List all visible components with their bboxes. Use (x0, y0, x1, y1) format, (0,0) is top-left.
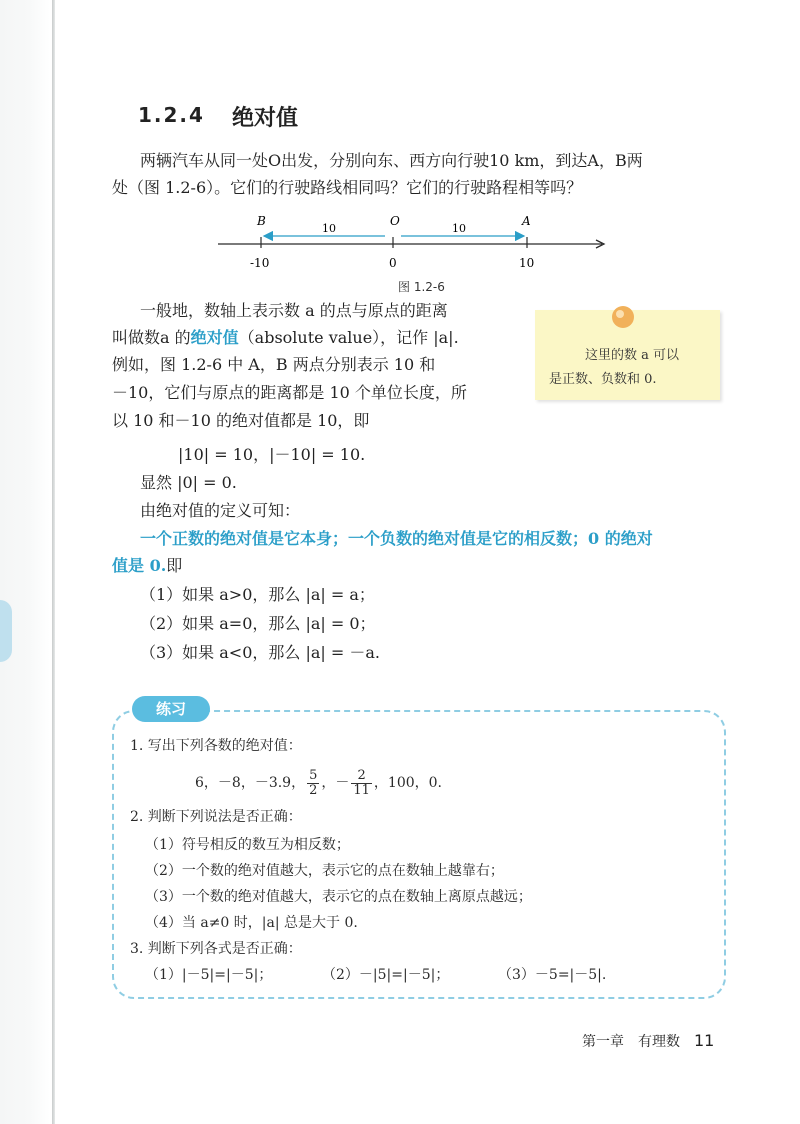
exercise-q2: 2. 判断下列说法是否正确： (130, 809, 302, 825)
exercise-q3-item-3: （3）－5=|－5|. (498, 967, 607, 983)
exercise-q3: 3. 判断下列各式是否正确： (130, 941, 302, 957)
rule-line-2-text: 值是 0. (112, 556, 167, 575)
spine-edge (52, 0, 55, 1124)
definition-line-3: 例如，图 1.2-6 中 A，B 两点分别表示 10 和 (112, 355, 436, 374)
page-number: 11 (694, 1031, 715, 1050)
definition-line-2-post: （absolute value），记作 |a|. (238, 328, 459, 347)
page-footer (582, 1031, 714, 1051)
note-line-2: 是正数、负数和 0. (549, 372, 657, 387)
q1-numbers-last: ，100，0. (373, 775, 443, 791)
definition-line-2-pre: 叫做数a 的 (112, 328, 191, 347)
exercise-q2-item-4: （4）当 a≠0 时，|a| 总是大于 0. (145, 915, 358, 931)
section-title: 绝对值 (232, 106, 299, 131)
exercise-q3-item-2: （2）－|5|=|－5|； (322, 967, 450, 983)
label-b: B (257, 214, 266, 228)
exercise-q2-item-1: （1）符号相反的数互为相反数； (145, 837, 350, 853)
equation-abs-0: 显然 |0| = 0. (140, 473, 237, 492)
margin-note (535, 310, 720, 400)
rule-suffix: 即 (166, 556, 183, 575)
exercise-q3-item-1: （1）|－5|=|－5|； (145, 967, 273, 983)
tick-label-neg10: -10 (250, 256, 270, 270)
definition-line-1: 一般地，数轴上表示数 a 的点与原点的距离 (140, 301, 448, 320)
page-spine-shadow (0, 0, 50, 1124)
exercise-badge: 练习 (132, 696, 210, 722)
fraction-5-2-denominator: 2 (309, 782, 318, 798)
equation-abs-10: |10| = 10，|－10| = 10. (178, 445, 366, 464)
term-absolute-value: 绝对值 (190, 328, 239, 347)
case-positive: （1）如果 a>0，那么 |a| = a； (140, 585, 375, 604)
label-o: O (390, 214, 400, 228)
section-number: 1.2.4 (138, 103, 205, 127)
definition-line-2 (112, 323, 459, 353)
q1-numbers-first: 6，－8，－3.9， (195, 775, 306, 791)
figure-caption: 图 1.2-6 (398, 280, 445, 294)
definition-line-5: 以 10 和－10 的绝对值都是 10，即 (112, 411, 370, 430)
derive-line: 由绝对值的定义可知： (140, 501, 301, 520)
segment-label-left: 10 (322, 222, 336, 235)
fraction-2-11-numerator: 2 (351, 769, 372, 784)
exercise-q2-item-2: （2）一个数的绝对值越大，表示它的点在数轴上越靠右； (145, 863, 504, 879)
segment-label-right: 10 (452, 222, 466, 235)
fraction-2-11-denominator: 11 (353, 782, 370, 798)
fraction-2-11 (351, 769, 372, 798)
tick-label-0: 0 (389, 256, 397, 270)
fraction-5-2 (307, 769, 319, 798)
fraction-5-2-numerator: 5 (309, 767, 318, 783)
tick-label-10: 10 (519, 256, 535, 270)
q1-separator: ，－ (321, 775, 350, 791)
case-zero: （2）如果 a=0，那么 |a| = 0； (140, 614, 376, 633)
rule-line-1: 一个正数的绝对值是它本身；一个负数的绝对值是它的相反数；0 的绝对 (140, 529, 653, 548)
case-negative: （3）如果 a<0，那么 |a| = －a. (140, 643, 381, 662)
note-line-1: 这里的数 a 可以 (585, 348, 680, 363)
number-line-figure (210, 210, 610, 275)
exercise-q1-numbers (195, 766, 442, 800)
chapter-edge-tab (0, 600, 12, 662)
rule-line-2 (112, 551, 182, 581)
exercise-q1: 1. 写出下列各数的绝对值： (130, 738, 302, 754)
exercise-q2-item-3: （3）一个数的绝对值越大，表示它的点在数轴上离原点越远； (145, 889, 532, 905)
intro-line-1: 两辆汽车从同一处O出发，分别向东、西方向行驶10 km，到达A，B两 (140, 151, 643, 170)
intro-line-2: 处（图 1.2-6）。它们的行驶路线相同吗？它们的行驶路程相等吗？ (112, 178, 583, 197)
definition-line-4: －10，它们与原点的距离都是 10 个单位长度，所 (112, 383, 467, 402)
label-a: A (522, 214, 531, 228)
pushpin-icon (608, 302, 638, 332)
footer-chapter: 第一章 有理数 (582, 1034, 680, 1050)
